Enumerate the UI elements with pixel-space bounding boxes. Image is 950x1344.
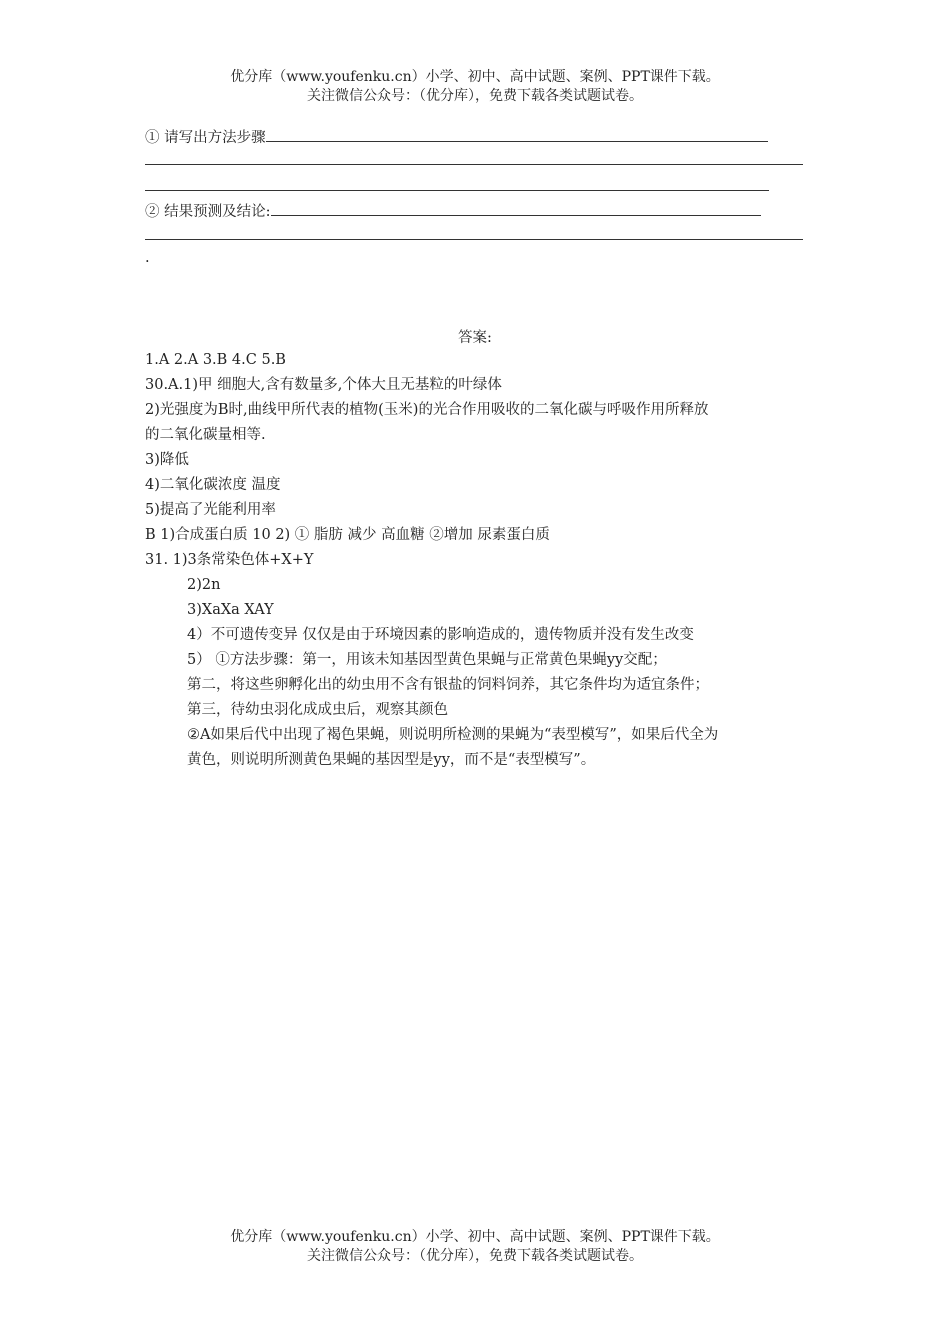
- answer-30-b: B 1)合成蛋白质 10 2) ① 脂肪 减少 高血糖 ②增加 尿素蛋白质: [145, 527, 550, 543]
- answer-30-3: 3)降低: [145, 452, 189, 468]
- answer-31-5d: ②A如果后代中出现了褐色果蝇，则说明所检测的果蝇为“表型模写”，如果后代全为: [187, 727, 719, 743]
- answer-30-1: 30.A.1)甲 细胞大,含有数量多,个体大且无基粒的叶绿体: [145, 377, 502, 393]
- answer-30-2b: 的二氧化碳量相等.: [145, 427, 266, 443]
- answer-31-5e: 黄色，则说明所测黄色果蝇的基因型是yy，而不是“表型模写”。: [187, 752, 596, 768]
- answer-30-5: 5)提高了光能利用率: [145, 502, 276, 518]
- answer-31-5a: 5） ①方法步骤：第一，用该未知基因型黄色果蝇与正常黄色果蝇yy交配；: [187, 652, 667, 668]
- page-header: [0, 68, 950, 106]
- answer-30-4: 4)二氧化碳浓度 温度: [145, 477, 281, 493]
- footer-line-2: 关注微信公众号：（优分库），免费下载各类试题试卷。: [307, 1248, 643, 1264]
- answers-title: 答案:: [458, 330, 492, 346]
- header-line-1: 优分库（www.youfenku.cn）小学、初中、高中试题、案例、PPT课件下载。: [230, 69, 720, 85]
- answer-blank-line[interactable]: [145, 239, 803, 240]
- answer-blank[interactable]: [266, 127, 768, 142]
- question-2-label: ② 结果预测及结论:: [145, 204, 271, 220]
- answer-blank-line[interactable]: [145, 190, 769, 191]
- page-footer: [0, 1228, 950, 1266]
- answer-31-5b: 第二，将这些卵孵化出的幼虫用不含有银盐的饲料饲养，其它条件均为适宜条件；: [187, 677, 709, 693]
- answer-31-3: 3)XaXa XAY: [187, 602, 274, 618]
- answer-31-1: 31. 1)3条常染色体+X+Y: [145, 552, 314, 568]
- trailing-dot: .: [145, 250, 150, 266]
- answer-blank[interactable]: [271, 201, 761, 216]
- answer-mc: 1.A 2.A 3.B 4.C 5.B: [145, 352, 286, 368]
- header-line-2: 关注微信公众号：（优分库），免费下载各类试题试卷。: [307, 88, 643, 104]
- question-1-label: ① 请写出方法步骤: [145, 130, 266, 146]
- answer-31-4: 4）不可遗传变异 仅仅是由于环境因素的影响造成的，遗传物质并没有发生改变: [187, 627, 694, 643]
- answer-31-5c: 第三，待幼虫羽化成成虫后，观察其颜色: [187, 702, 448, 718]
- question-2-line: [145, 201, 761, 222]
- answer-blank-line[interactable]: [145, 164, 803, 165]
- footer-line-1: 优分库（www.youfenku.cn）小学、初中、高中试题、案例、PPT课件下载。: [230, 1229, 720, 1245]
- answer-30-2a: 2)光强度为B时,曲线甲所代表的植物(玉米)的光合作用吸收的二氧化碳与呼吸作用所释放: [145, 402, 709, 418]
- question-1-line: [145, 127, 768, 148]
- answer-31-2: 2)2n: [187, 577, 221, 593]
